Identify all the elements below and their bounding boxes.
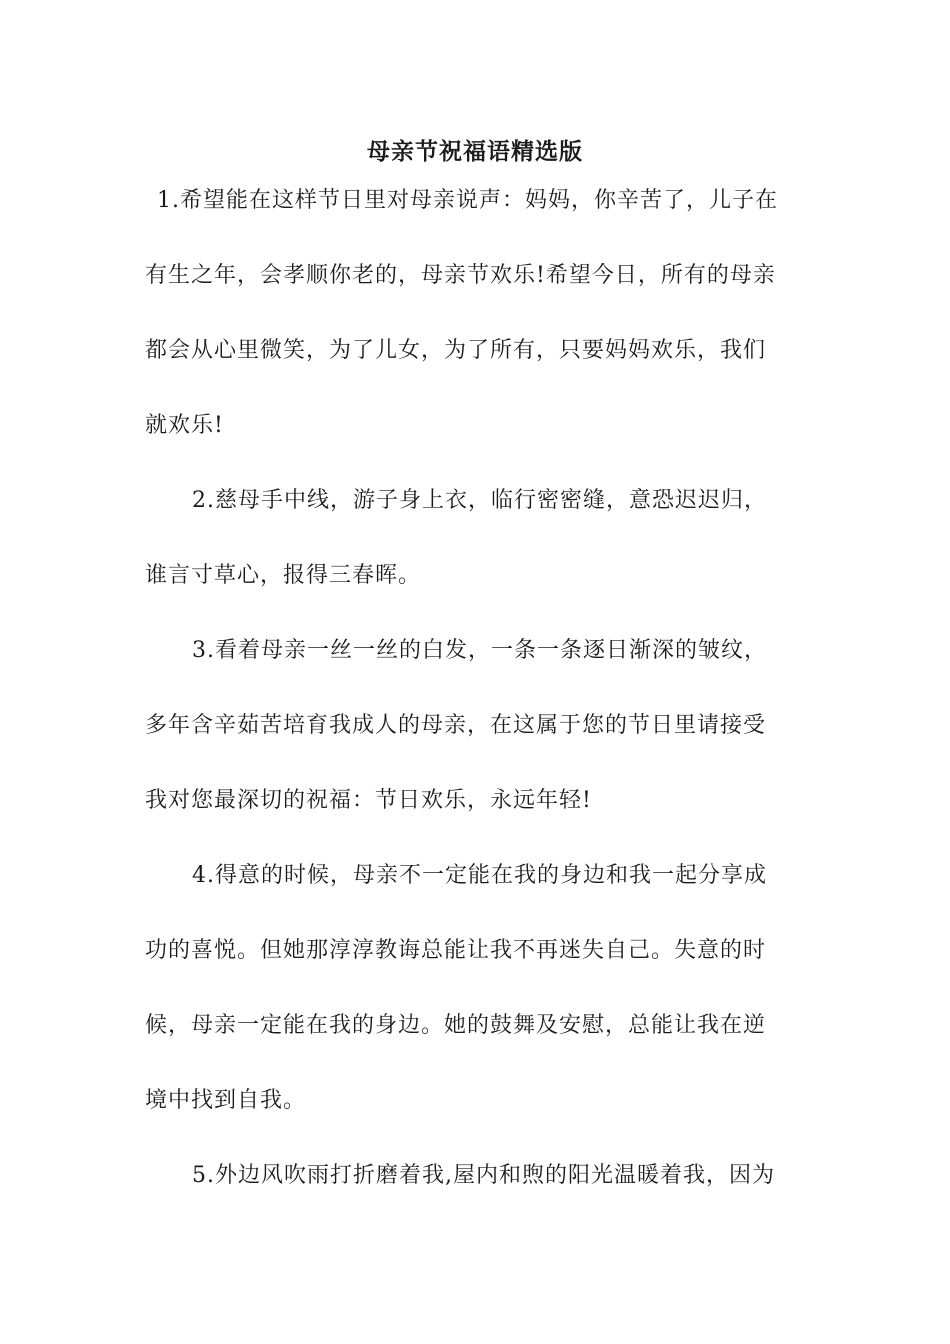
paragraph-line: 1.希望能在这样节日里对母亲说声：妈妈，你辛苦了，儿子在 [157,188,778,213]
paragraph-line: 4.得意的时候，母亲不一定能在我的身边和我一起分享成 [192,863,767,888]
paragraph-line: 谁言寸草心，报得三春晖。 [145,563,422,588]
paragraph-line: 3.看着母亲一丝一丝的白发，一条一条逐日渐深的皱纹， [192,638,767,663]
paragraph-line: 功的喜悦。但她那淳淳教诲总能让我不再迷失自己。失意的时 [145,938,767,963]
paragraph-line: 有生之年，会孝顺你老的，母亲节欢乐!希望今日，所有的母亲 [145,263,776,288]
paragraph-line: 2.慈母手中线，游子身上衣，临行密密缝，意恐迟迟归， [192,488,767,513]
paragraph-line: 都会从心里微笑，为了儿女，为了所有，只要妈妈欢乐，我们 [145,338,767,363]
paragraph-line: 境中找到自我。 [145,1088,307,1113]
paragraph-line: 5.外边风吹雨打折磨着我,屋内和煦的阳光温暖着我，因为 [192,1163,775,1188]
paragraph-line: 我对您最深切的祝福：节日欢乐，永远年轻! [145,788,592,813]
document-title: 母亲节祝福语精选版 [367,138,583,165]
paragraph-line: 多年含辛茹苦培育我成人的母亲，在这属于您的节日里请接受 [145,713,767,738]
paragraph-line: 就欢乐! [145,413,224,438]
paragraph-line: 候，母亲一定能在我的身边。她的鼓舞及安慰，总能让我在逆 [145,1013,767,1038]
